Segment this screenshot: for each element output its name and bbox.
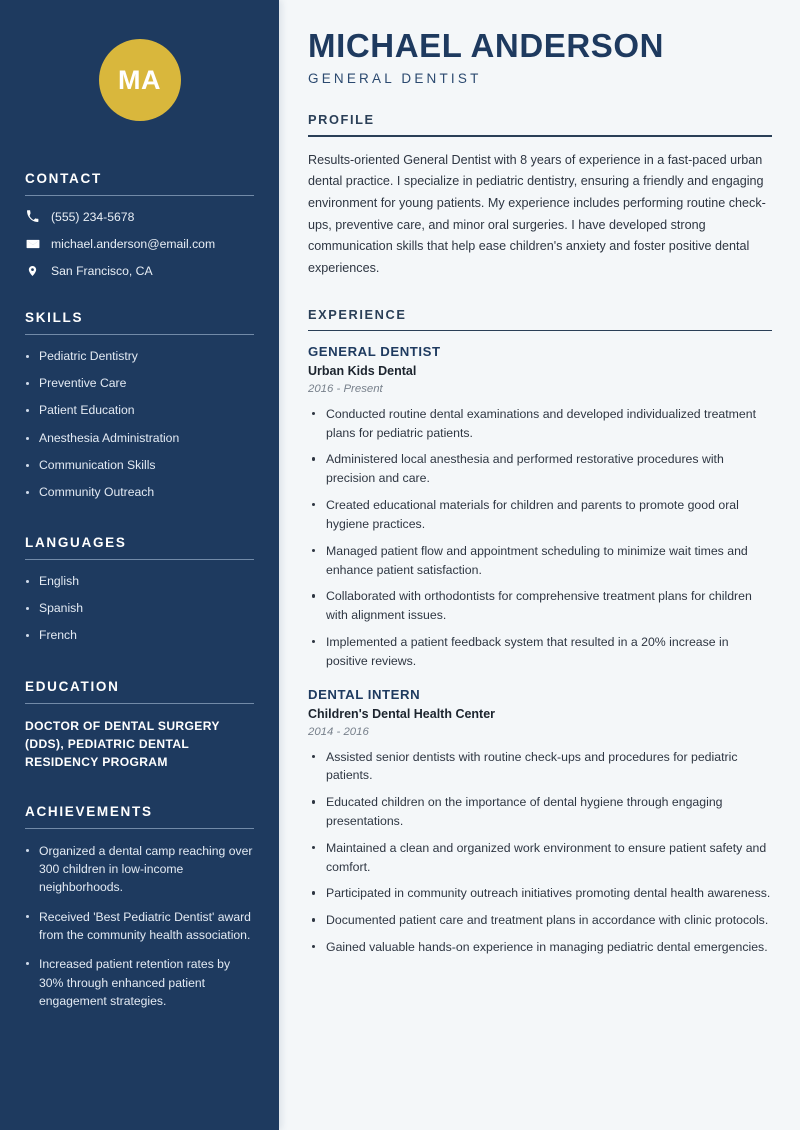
job-bullet: Educated children on the importance of dental hygiene through engaging presentations. [308, 793, 772, 831]
profile-divider [308, 135, 772, 136]
phone-icon [25, 209, 40, 224]
skill-item: Patient Education [25, 402, 254, 420]
profile-heading: PROFILE [308, 112, 375, 128]
education-heading: EDUCATION [25, 678, 120, 694]
job-bullet-list [308, 748, 772, 957]
job-bullet: Managed patient flow and appointment scheduling to minimize wait times and enhance patient satisfaction. [308, 542, 772, 580]
languages-heading: LANGUAGES [25, 534, 127, 550]
location-icon [25, 263, 40, 278]
job-bullet-list [308, 405, 772, 671]
job-title: DENTAL INTERN [308, 686, 421, 702]
languages-divider [25, 559, 254, 560]
contact-row[interactable] [25, 209, 254, 224]
skill-item: Community Outreach [25, 484, 254, 502]
skill-item: Anesthesia Administration [25, 430, 254, 448]
job-company: Urban Kids Dental [308, 363, 417, 378]
skills-heading: SKILLS [25, 310, 84, 325]
contact-section [25, 171, 254, 278]
job-bullet: Participated in community outreach initiatives promoting dental health awareness. [308, 884, 772, 903]
profile-section [308, 112, 772, 279]
job-bullet: Created educational materials for children and parents to promote good oral hygiene practices. [308, 496, 772, 534]
experience-heading: EXPERIENCE [308, 306, 407, 322]
job-bullet: Documented patient care and treatment plans in accordance with clinic protocols. [308, 911, 772, 930]
job-bullet: Conducted routine dental examinations and developed individualized treatment plans for pediatric patients. [308, 405, 772, 443]
contact-value: michael.anderson@email.com [51, 236, 216, 251]
experience-divider [308, 330, 772, 331]
education-divider [25, 703, 254, 704]
email-icon [25, 236, 40, 251]
job-bullet: Administered local anesthesia and performed restorative procedures with precision and care. [308, 450, 772, 488]
skills-divider [25, 334, 254, 335]
experience-entry [308, 344, 772, 671]
achievements-divider [25, 828, 254, 829]
languages-list [25, 573, 254, 645]
main-column [279, 0, 800, 1130]
contact-value: (555) 234-5678 [51, 209, 135, 224]
achievement-item: Increased patient retention rates by 30% through enhanced patient engagement strategies. [25, 955, 254, 1010]
contact-divider [25, 195, 254, 196]
job-title: GENERAL DENTIST [308, 343, 441, 359]
languages-section [25, 535, 254, 645]
education-section [25, 679, 254, 772]
experience-entry [308, 687, 772, 957]
achievements-section [25, 804, 254, 1010]
job-bullet: Maintained a clean and organized work environment to ensure patient safety and comfort. [308, 839, 772, 877]
skill-item: Communication Skills [25, 457, 254, 475]
contact-list [25, 209, 254, 278]
skills-section [25, 310, 254, 502]
skill-item: Preventive Care [25, 375, 254, 393]
education-entry: DOCTOR OF DENTAL SURGERY (DDS), PEDIATRIC DENTAL RESIDENCY PROGRAM [25, 718, 220, 770]
contact-row[interactable] [25, 263, 254, 278]
achievement-item: Received 'Best Pediatric Dentist' award from the community health association. [25, 908, 254, 945]
avatar: MA [99, 39, 181, 121]
page-title: MICHAEL ANDERSON [308, 27, 665, 64]
sidebar [0, 0, 279, 1130]
achievements-list [25, 842, 254, 1010]
experience-list [308, 344, 772, 957]
skills-list [25, 348, 254, 502]
language-item: French [25, 627, 254, 645]
job-bullet: Collaborated with orthodontists for comprehensive treatment plans for children with alignment issues. [308, 587, 772, 625]
language-item: Spanish [25, 600, 254, 618]
job-bullet: Gained valuable hands-on experience in managing pediatric dental emergencies. [308, 938, 772, 957]
job-bullet: Implemented a patient feedback system that resulted in a 20% increase in positive reviews. [308, 633, 772, 671]
experience-section [308, 307, 772, 957]
job-company: Children's Dental Health Center [308, 706, 496, 721]
job-dates: 2014 - 2016 [308, 725, 369, 738]
achievement-item: Organized a dental camp reaching over 300 children in low-income neighborhoods. [25, 842, 254, 897]
achievements-heading: ACHIEVEMENTS [25, 803, 153, 819]
contact-row[interactable] [25, 236, 254, 251]
contact-value: San Francisco, CA [51, 263, 153, 278]
language-item: English [25, 573, 254, 591]
job-role-subtitle: GENERAL DENTIST [308, 71, 482, 87]
job-dates: 2016 - Present [308, 382, 383, 395]
job-bullet: Assisted senior dentists with routine check-ups and procedures for pediatric patients. [308, 748, 772, 786]
profile-text: Results-oriented General Dentist with 8 years of experience in a fast-paced urban dental practice. I specialize in pediatric dentistry, ensuring a friendly and engaging environment for young patients. My experience includes performing routine check-ups, preventive care, and minor oral surgeries. I have developed strong communication skills that help ease children's anxiety and foster positive dental experiences. [308, 152, 766, 275]
skill-item: Pediatric Dentistry [25, 348, 254, 366]
avatar-wrapper [25, 0, 254, 121]
contact-heading: CONTACT [25, 171, 102, 186]
